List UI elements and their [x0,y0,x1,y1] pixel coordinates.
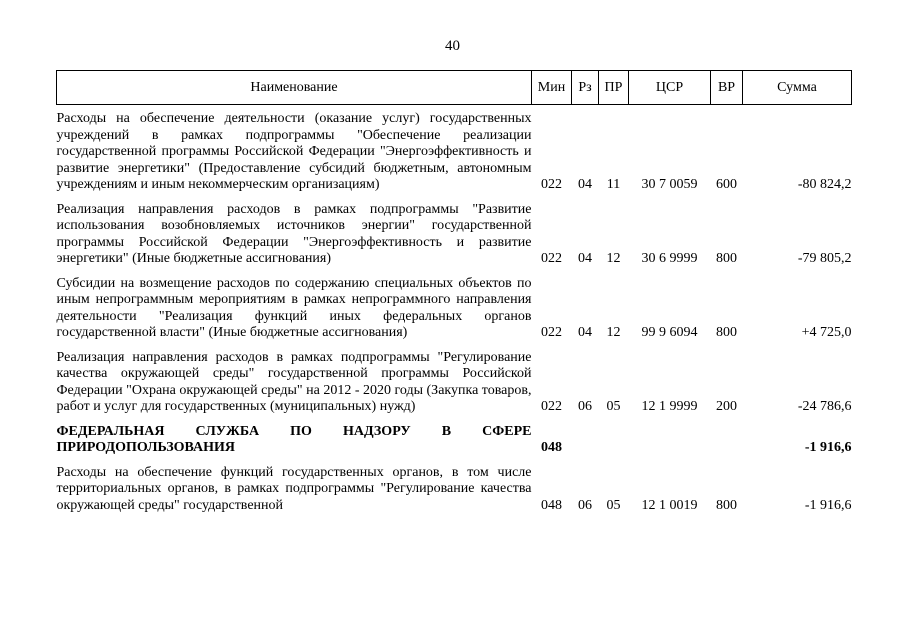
row-csr: 12 1 9999 [641,399,698,414]
row-min: 022 [541,251,562,266]
row-pr [599,417,629,458]
row-rz: 04 [578,325,592,340]
table-row [57,105,852,195]
row-name: Расходы на обеспечение функций государственных органов, в том числе территориальных органов, в рамках подпрограммы "Регулирование качества окружающей среды" государственной [56,464,532,513]
header-rz: Рз [572,71,599,105]
row-amount: -1 916,6 [804,440,852,455]
row-vr: 600 [716,177,737,192]
row-min: 048 [541,497,562,513]
table-row [57,195,852,269]
row-vr: 800 [716,251,737,266]
row-csr: 12 1 0019 [641,497,698,513]
row-min: 022 [541,177,562,192]
table-row [57,343,852,417]
row-pr: 05 [606,497,621,513]
row-name: Реализация направления расходов в рамках подпрограммы "Развитие использования возобновляемых источников энергии" государственной программы Российской Федерации "Энергоэффективность и развитие энергетики" (Иные бюджетные ассигнования) [56,201,532,266]
row-name: Реализация направления расходов в рамках подпрограммы "Регулирование качества окружающей среды" государственной программы Российской Федерации "Охрана окружающей среды" на 2012 - 2020 годы (Закупка товаров, работ и услуг для государственных (муниципальных) нужд) [56,349,532,414]
row-pr: 12 [606,251,621,266]
row-vr: 800 [716,497,737,513]
row-rz: 04 [578,177,592,192]
row-min: 048 [541,440,562,455]
budget-table [56,70,852,515]
row-csr: 30 7 0059 [641,177,698,192]
row-rz: 04 [578,251,592,266]
row-amount: -79 805,2 [797,251,852,266]
table-row [57,458,852,516]
row-rz [572,417,599,458]
row-amount: -24 786,6 [797,399,852,414]
header-name: Наименование [57,71,532,105]
header-amount: Сумма [743,71,852,105]
row-name: Расходы на обеспечение деятельности (оказание услуг) государственных учреждений в рамках подпрограммы "Обеспечение реализации государственной программы Российской Федерации "Энергоэффективность и развитие энергетики" (Предоставление субсидий бюджетным, автономным учреждениям и иным некоммерческим организациям) [56,111,532,192]
table-row-section [57,417,852,458]
row-csr [629,417,711,458]
row-min: 022 [541,399,562,414]
row-amount: +4 725,0 [801,325,852,340]
row-name: ФЕДЕРАЛЬНАЯ СЛУЖБА ПО НАДЗОРУ В СФЕРЕ ПРИРОДОПОЛЬЗОВАНИЯ [56,423,532,455]
table-row [57,269,852,343]
row-csr: 99 9 6094 [641,325,698,340]
row-rz: 06 [578,497,592,513]
row-rz: 06 [578,399,592,414]
row-name: Субсидии на возмещение расходов по содержанию специальных объектов по иным непрограммным мероприятиям в рамках непрограммного направления деятельности "Реализация функций иных федеральных органов государственной власти" (Иные бюджетные ассигнования) [56,275,532,340]
row-pr: 11 [606,177,621,192]
row-vr: 800 [716,325,737,340]
row-pr: 12 [606,325,621,340]
table-header-row [57,71,852,105]
row-pr: 05 [606,399,621,414]
row-vr [711,417,743,458]
row-vr: 200 [716,399,737,414]
header-csr: ЦСР [629,71,711,105]
row-amount: -80 824,2 [797,177,852,192]
row-amount: -1 916,6 [804,497,852,513]
header-min: Мин [532,71,572,105]
header-vr: ВР [711,71,743,105]
header-pr: ПР [599,71,629,105]
page-number: 40 [445,38,460,54]
row-min: 022 [541,325,562,340]
row-csr: 30 6 9999 [641,251,698,266]
